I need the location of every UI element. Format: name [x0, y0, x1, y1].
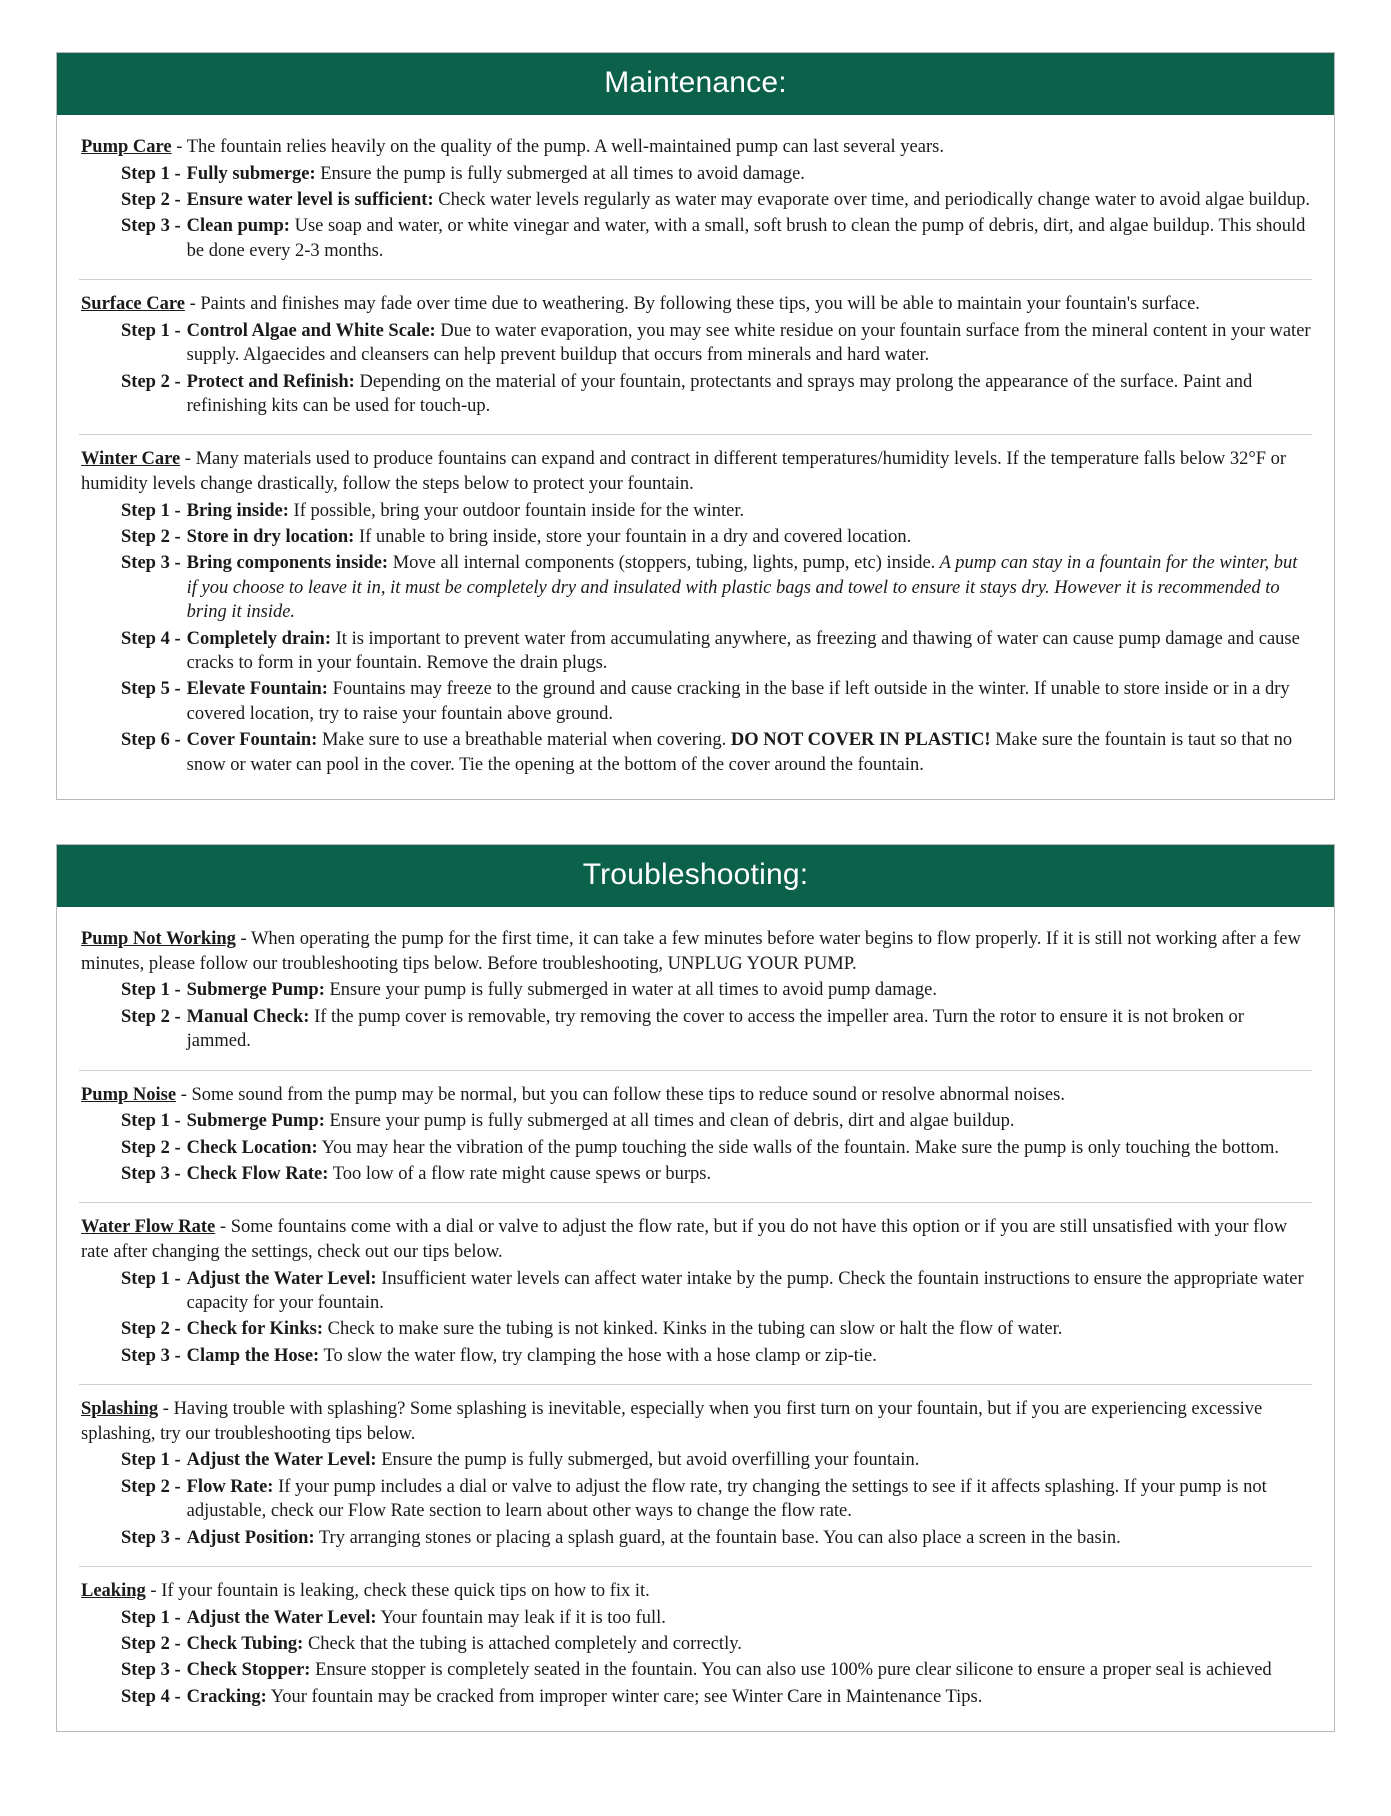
section-divider [79, 279, 1312, 280]
section-intro-text: Some sound from the pump may be normal, but you can follow these tips to reduce sound or resolve abnormal noises. [191, 1084, 1065, 1105]
step-lead: Check Location: [186, 1137, 318, 1158]
step-text [187, 162, 1312, 186]
step-text [187, 551, 1312, 624]
step-number-label: Step 1 - [121, 980, 181, 1001]
section-intro-text: The fountain relies heavily on the quality of the pump. A well-maintained pump can last several years. [186, 137, 944, 157]
step-text [187, 1267, 1312, 1316]
step-text [187, 1526, 1312, 1550]
section-heading: Winter Care [81, 449, 181, 470]
list-item [79, 319, 1312, 368]
list-item [79, 1005, 1312, 1054]
step-body: Ensure the pump is fully submerged, but avoid overfilling your fountain. [376, 1450, 920, 1471]
section-intro-text: Some fountains come with a dial or valve to adjust the flow rate, but if you do not have this option or if you are still unsatisfied with your flow rate after changing the settings, check out our tips below. [81, 1217, 1288, 1262]
step-number-label: Step 2 - [121, 1319, 181, 1340]
list-item [79, 162, 1312, 186]
step-list [79, 499, 1312, 777]
step-number-label: Step 4 - [121, 628, 181, 649]
section-intro-text: If your fountain is leaking, check these quick tips on how to fix it. [161, 1580, 650, 1601]
content-section [79, 1395, 1312, 1556]
step-body: Move all internal components (stoppers, tubing, lights, pump, etc) inside. [388, 553, 936, 574]
step-lead: Store in dry location: [186, 527, 355, 548]
step-number-label: Step 1 - [121, 1450, 181, 1471]
step-body: Ensure the pump is fully submerged at all times to avoid damage. [315, 163, 805, 184]
step-number-label: Step 1 - [121, 500, 181, 521]
list-item [79, 1526, 1312, 1550]
list-item [79, 1475, 1312, 1524]
step-number-label: Step 4 - [121, 1686, 181, 1707]
step-lead: Cover Fountain: [186, 730, 318, 751]
step-list [79, 1448, 1312, 1550]
list-item [79, 370, 1312, 419]
step-number-label: Step 5 - [121, 679, 181, 700]
section-heading-dash: - [158, 1399, 174, 1420]
section-heading: Leaking [81, 1580, 146, 1601]
step-body: Try arranging stones or placing a splash guard, at the fountain base. You can also place a screen in the basin. [314, 1527, 1121, 1548]
content-panel [56, 52, 1335, 800]
section-intro-text: Paints and finishes may fade over time due to weathering. By following these tips, you will be able to maintain your fountain's surface. [200, 294, 1200, 315]
step-number-label: Step 6 - [121, 730, 181, 751]
content-panel [56, 844, 1335, 1732]
list-item [79, 1136, 1312, 1160]
step-number-label: Step 3 - [121, 1527, 181, 1548]
step-lead: Control Algae and White Scale: [186, 320, 436, 341]
list-item [79, 188, 1312, 212]
section-intro-text: Having trouble with splashing? Some splashing is inevitable, especially when you first turn on your fountain, but if you are experiencing excessive splashing, try our troubleshooting tips below. [81, 1399, 1263, 1444]
step-text [187, 1109, 1312, 1133]
step-body: Ensure your pump is fully submerged in water at all times to avoid pump damage. [324, 980, 937, 1001]
step-body: Check to make sure the tubing is not kinked. Kinks in the tubing can slow or halt the flow of water. [323, 1319, 1063, 1340]
step-body: Too low of a flow rate might cause spews or burps. [328, 1163, 712, 1184]
section-heading-dash: - [235, 929, 251, 950]
step-lead: Adjust Position: [186, 1527, 315, 1548]
step-body: If your pump includes a dial or valve to adjust the flow rate, try changing the settings to see if it affects splashing. If your pump is not adjustable, check our Flow Rate section to learn about other ways to change the flow rate. [186, 1476, 1267, 1522]
step-lead: Submerge Pump: [186, 1111, 325, 1132]
step-text [187, 370, 1312, 419]
list-item [79, 627, 1312, 676]
step-number-label: Step 2 - [121, 1476, 181, 1497]
step-lead: Check Tubing: [186, 1633, 304, 1654]
step-body: Check that the tubing is attached completely and correctly. [303, 1633, 742, 1654]
section-intro [79, 1083, 1312, 1108]
step-number-label: Step 3 - [121, 1163, 181, 1184]
step-lead: Check Flow Rate: [186, 1163, 329, 1184]
section-heading-dash: - [145, 1580, 162, 1601]
content-section [79, 1577, 1312, 1715]
step-body: If unable to bring inside, store your fountain in a dry and covered location. [354, 527, 912, 548]
list-item [79, 728, 1312, 777]
step-body: To slow the water flow, try clamping the hose with a hose clamp or zip-tie. [319, 1345, 877, 1366]
list-item [79, 1685, 1312, 1709]
step-lead: Protect and Refinish: [186, 371, 355, 392]
panel-title: Troubleshooting: [57, 845, 1334, 907]
step-body: If possible, bring your outdoor fountain inside for the winter. [288, 500, 745, 521]
step-text [187, 319, 1312, 368]
step-number-label: Step 1 - [121, 1111, 181, 1132]
content-section [79, 133, 1312, 269]
section-heading-dash: - [176, 1084, 192, 1105]
step-lead: Flow Rate: [186, 1476, 274, 1497]
section-divider [79, 1566, 1312, 1567]
step-body: Ensure your pump is fully submerged at all times and clean of debris, dirt and algae buildup. [324, 1111, 1015, 1132]
step-lead: Clamp the Hose: [186, 1345, 320, 1366]
step-emphasis: DO NOT COVER IN PLASTIC! [730, 730, 991, 751]
step-italic-note: A pump can stay in a fountain for the winter, but if you choose to leave it in, it must be completely dry and insulated with plastic bags and towel to ensure it stays dry. However it is recommended to bring it inside. [186, 553, 1298, 623]
section-intro [79, 927, 1312, 976]
step-number-label: Step 2 - [121, 1137, 181, 1158]
step-body: Check water levels regularly as water may evaporate over time, and periodically change water to avoid algae buildup. [433, 190, 1310, 210]
step-text [187, 1658, 1312, 1682]
content-section [79, 1213, 1312, 1374]
list-item [79, 214, 1312, 263]
step-number-label: Step 3 - [121, 1345, 181, 1366]
section-intro [79, 447, 1312, 496]
section-intro-emphasis: Before troubleshooting, UNPLUG YOUR PUMP. [487, 953, 857, 974]
step-lead: Submerge Pump: [186, 980, 325, 1001]
step-text [187, 214, 1312, 263]
step-text [187, 728, 1312, 777]
step-body: You may hear the vibration of the pump touching the side walls of the fountain. Make sure the pump is only touching the bottom. [317, 1137, 1280, 1158]
step-lead: Check for Kinks: [186, 1319, 323, 1340]
step-lead: Cracking: [186, 1686, 267, 1707]
section-intro [79, 135, 1312, 160]
content-section [79, 290, 1312, 424]
section-intro [79, 1397, 1312, 1446]
step-body: Your fountain may leak if it is too full. [376, 1607, 666, 1628]
step-lead: Check Stopper: [186, 1660, 311, 1681]
section-divider [79, 1384, 1312, 1385]
step-body: Make sure to use a breathable material when covering. [317, 730, 731, 751]
step-number-label: Step 1 - [121, 163, 181, 184]
list-item [79, 1344, 1312, 1368]
step-number-label: Step 1 - [121, 320, 181, 341]
step-number-label: Step 2 - [121, 1633, 181, 1654]
step-text [187, 1448, 1312, 1472]
step-number-label: Step 1 - [121, 1607, 181, 1628]
section-heading-dash: - [184, 294, 201, 315]
list-item [79, 1162, 1312, 1186]
step-text [187, 1606, 1312, 1630]
step-number-label: Step 2 - [121, 1006, 181, 1027]
list-item [79, 499, 1312, 523]
step-text [187, 188, 1312, 212]
section-intro-text: Many materials used to produce fountains can expand and contract in different temperatures/humidity levels. If the temperature falls below 32°F or humidity levels change drastically, follow the steps below to protect your fountain. [81, 449, 1287, 495]
step-body: Depending on the material of your fountain, protectants and sprays may prolong the appearance of the surface. Paint and refinishing kits can be used for touch-up. [186, 371, 1253, 417]
section-heading: Water Flow Rate [81, 1217, 216, 1238]
section-heading: Splashing [81, 1399, 159, 1420]
section-heading: Surface Care [81, 294, 185, 315]
list-item [79, 1109, 1312, 1133]
step-number-label: Step 3 - [121, 1660, 181, 1681]
list-item [79, 1632, 1312, 1656]
section-intro-text: When operating the pump for the first time, it can take a few minutes before water begins to flow properly. If it is still not working after a few minutes, please follow our troubleshooting tips below. [81, 929, 1301, 974]
step-list [79, 162, 1312, 264]
step-lead: Elevate Fountain: [186, 679, 328, 700]
step-lead: Adjust the Water Level: [186, 1268, 377, 1289]
step-number-label: Step 2 - [121, 527, 181, 548]
step-text [187, 1162, 1312, 1186]
step-number-label: Step 3 - [121, 553, 181, 574]
step-number-label: Step 2 - [121, 371, 181, 392]
panel-body [57, 115, 1334, 799]
step-text [187, 627, 1312, 676]
step-text [187, 1344, 1312, 1368]
step-lead: Adjust the Water Level: [186, 1450, 377, 1471]
step-lead: Bring components inside: [186, 553, 389, 574]
step-body: It is important to prevent water from accumulating anywhere, as freezing and thawing of water can cause pump damage and cause cracks to form in your fountain. Remove the drain plugs. [186, 628, 1300, 674]
step-text [187, 1005, 1312, 1054]
step-body: If the pump cover is removable, try removing the cover to access the impeller area. Turn the rotor to ensure it is not broken or jammed. [186, 1006, 1244, 1052]
panel-body [57, 907, 1334, 1731]
step-body: Due to water evaporation, you may see white residue on your fountain surface from the mineral content in your water supply. Algaecides and cleansers can help prevent buildup that occurs from minerals and hard water. [186, 320, 1311, 366]
step-body: Ensure stopper is completely seated in the fountain. You can also use 100% pure clear silicone to ensure a proper seal is achieved [310, 1660, 1272, 1681]
list-item [79, 1606, 1312, 1630]
section-intro [79, 1579, 1312, 1604]
step-body: Your fountain may be cracked from improper winter care; see Winter Care in Maintenance Tips. [266, 1686, 983, 1707]
content-section [79, 1081, 1312, 1193]
step-text [187, 978, 1312, 1002]
step-text [187, 1136, 1312, 1160]
step-lead: Fully submerge: [186, 163, 316, 184]
step-number-label: Step 1 - [121, 1268, 181, 1289]
step-body: Use soap and water, or white vinegar and water, with a small, soft brush to clean the pump of debris, dirt, and algae buildup. This should be done every 2-3 months. [186, 216, 1306, 261]
step-number-label: Step 3 - [121, 216, 181, 237]
step-text [187, 525, 1312, 549]
step-text [187, 1317, 1312, 1341]
step-body: Insufficient water levels can affect water intake by the pump. Check the fountain instructions to ensure the appropriate water capacity for your fountain. [186, 1268, 1304, 1313]
step-lead: Clean pump: [186, 216, 290, 237]
step-lead: Bring inside: [186, 500, 289, 521]
list-item [79, 525, 1312, 549]
step-body-continued: Make sure the fountain is taut so that no snow or water can pool in the cover. Tie the opening at the bottom of the cover around the fountain. [186, 730, 1293, 775]
content-section [79, 445, 1312, 783]
list-item [79, 1658, 1312, 1682]
section-intro [79, 1215, 1312, 1264]
step-text [187, 677, 1312, 726]
section-divider [79, 1070, 1312, 1071]
step-lead: Completely drain: [186, 628, 332, 649]
section-intro [79, 292, 1312, 317]
section-heading-dash: - [171, 137, 187, 157]
step-number-label: Step 2 - [121, 190, 181, 210]
step-text [187, 1475, 1312, 1524]
section-divider [79, 1202, 1312, 1203]
step-lead: Ensure water level is sufficient: [186, 190, 434, 210]
step-list [79, 1109, 1312, 1186]
step-body: Fountains may freeze to the ground and cause cracking in the base if left outside in the winter. If unable to store inside or in a dry covered location, try to raise your fountain above ground. [186, 679, 1290, 724]
step-lead: Manual Check: [186, 1006, 310, 1027]
section-heading-dash: - [180, 449, 196, 470]
step-text [187, 1685, 1312, 1709]
step-list [79, 1606, 1312, 1710]
list-item [79, 1448, 1312, 1472]
section-heading: Pump Not Working [81, 929, 236, 950]
section-heading: Pump Care [81, 137, 172, 157]
list-item [79, 1267, 1312, 1316]
step-list [79, 978, 1312, 1053]
section-divider [79, 434, 1312, 435]
list-item [79, 677, 1312, 726]
step-text [187, 499, 1312, 523]
list-item [79, 1317, 1312, 1341]
step-list [79, 319, 1312, 419]
section-heading: Pump Noise [81, 1084, 177, 1105]
step-lead: Adjust the Water Level: [186, 1607, 377, 1628]
section-heading-dash: - [215, 1217, 231, 1238]
step-list [79, 1267, 1312, 1369]
content-section [79, 925, 1312, 1059]
list-item [79, 978, 1312, 1002]
panel-title: Maintenance: [57, 53, 1334, 115]
step-text [187, 1632, 1312, 1656]
list-item [79, 551, 1312, 624]
panels-container [56, 52, 1335, 1732]
